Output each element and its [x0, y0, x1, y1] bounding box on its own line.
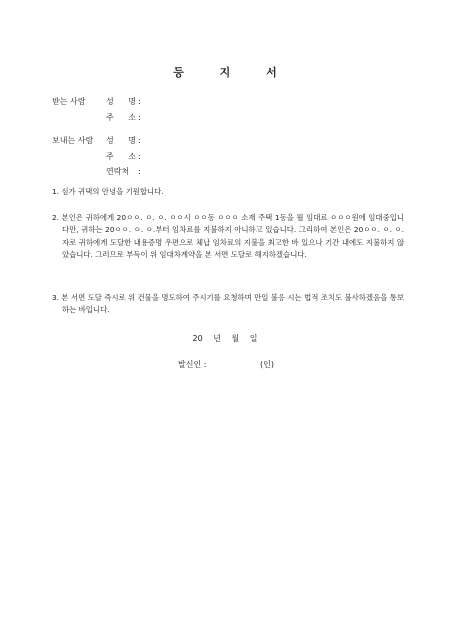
sender-role-label: 보내는 사람 — [52, 136, 94, 145]
sender-contact-label: 연락처 — [106, 167, 130, 176]
paragraph-1 — [52, 186, 404, 198]
sender-name-label: 성 명 — [106, 136, 136, 145]
sender-address-label: 주 소 — [106, 151, 136, 161]
sender-name-colon: : — [138, 136, 141, 145]
sender-contact-colon: : — [138, 167, 141, 176]
receiver-role-label: 받는 사람 — [52, 97, 86, 106]
paragraph-3 — [52, 292, 404, 317]
receiver-address-colon: : — [138, 112, 141, 122]
date-line: 20 년 월 일 — [192, 334, 258, 343]
paragraph-2 — [52, 212, 404, 262]
paragraph-3-text: 3. 본 서면 도달 즉시로 위 건물을 명도하여 주시기를 요청하며 만일 불응 시는 법적 조치도 불사하겠음을 통보하는 바입니다. — [52, 293, 404, 315]
document-title: 등 지 서 — [173, 66, 293, 79]
sender-address-colon: : — [138, 151, 141, 161]
receiver-name-colon: : — [138, 97, 141, 106]
receiver-address-label: 주 소 — [106, 112, 136, 122]
paragraph-1-text: 1. 심가 귀댁의 안녕을 기원합니다. — [52, 187, 164, 196]
signer-line — [178, 359, 274, 370]
seal-label: (인) — [260, 360, 274, 369]
paragraph-2-text: 2. 본인은 귀하에게 20ㅇㅇ. ㅇ. ㅇ. ㅇㅇ시 ㅇㅇ동 ㅇㅇㅇ 소재 주택 1동을 월 임대료 ㅇㅇㅇ원에 임대중입니다만, 귀하는 20ㅇㅇ. ㅇ. ㅇ.부터 임차료를 지불하지 아니하고 있습니다. 그리하여 본인은 20ㅇㅇ. ㅇ. ㅇ.자로 귀하에게 도달한 내용증명 우편으로 체납 임차료의 지불을 최고한 바 있으나 기간 내에도 지불하지 않았습니다. 그러므로 부득이 위 임대차계약을 본 서면 도달로 해지하겠습니다. — [52, 213, 404, 260]
signer-label: 발신인 : — [178, 360, 207, 369]
receiver-name-label: 성 명 — [106, 97, 136, 106]
